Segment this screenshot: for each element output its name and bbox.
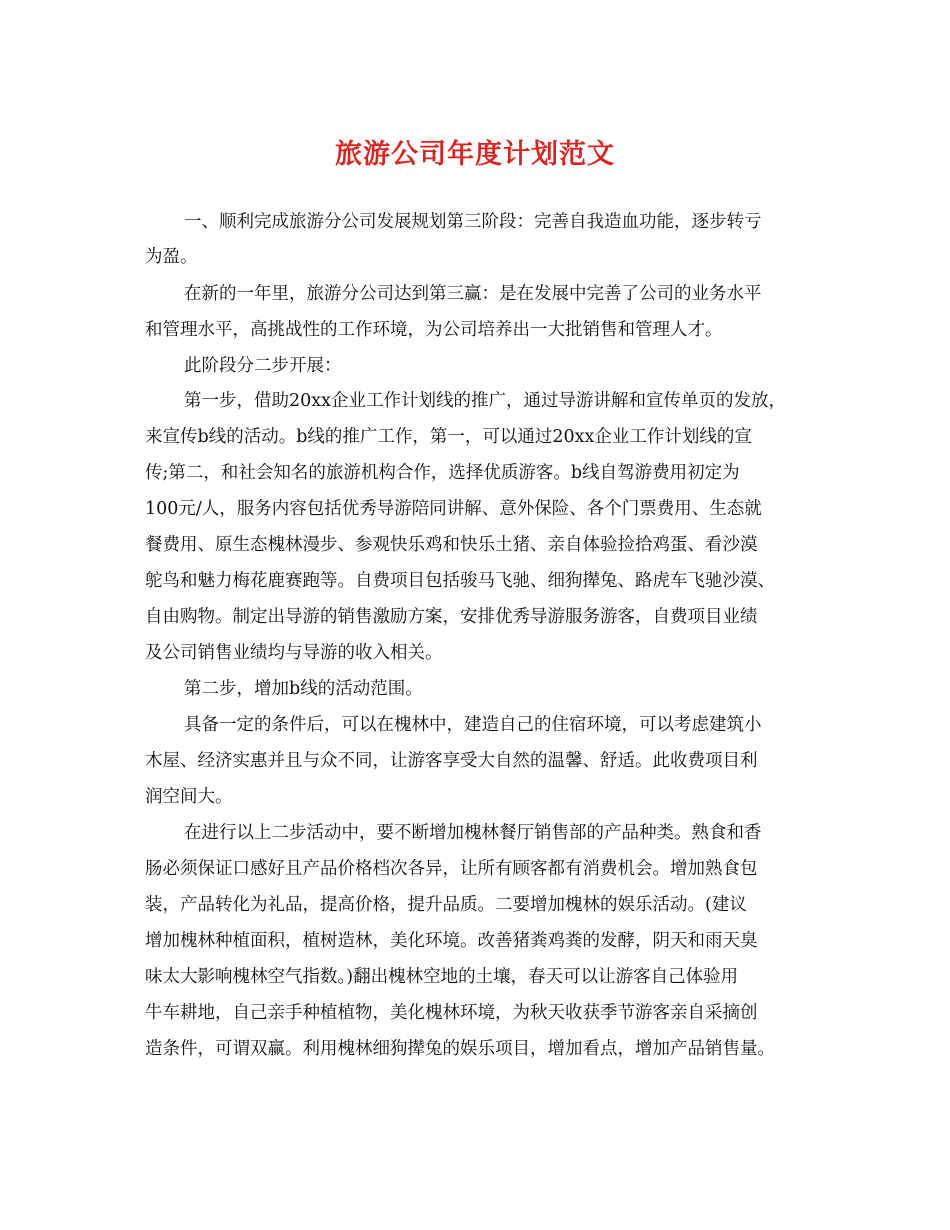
text-line: 味太大影响槐林空气指数。)翻出槐林空地的土壤，春天可以让游客自己体验用: [145, 967, 739, 987]
text-line: 牛车耕地，自己亲手种植植物，美化槐林环境，为秋天收获季节游客亲自采摘创: [145, 1003, 758, 1023]
text-line: 自由购物。制定出导游的销售激励方案，安排优秀导游服务游客，自费项目业绩: [145, 607, 758, 627]
text-line: 具备一定的条件后，可以在槐林中，建造自己的住宿环境，可以考虑建筑小: [184, 715, 762, 735]
text-line: 造条件，可谓双赢。利用槐林细狗撵兔的娱乐项目，增加看点，增加产品销售量。: [145, 1039, 775, 1059]
text-line: 木屋、经济实惠并且与众不同，让游客享受大自然的温馨、舒适。此收费项目利: [145, 751, 758, 771]
text-line: 餐费用、原生态槐林漫步、参观快乐鸡和快乐土猪、亲自体验捡拾鸡蛋、看沙漠: [145, 535, 758, 555]
text-line: 为盈。: [145, 247, 198, 267]
text-line: 在进行以上二步活动中，要不断增加槐林餐厅销售部的产品种类。熟食和香: [184, 823, 762, 843]
text-line: 及公司销售业绩均与导游的收入相关。: [145, 643, 443, 663]
text-line: 增加槐林种植面积，植树造林，美化环境。改善猪粪鸡粪的发酵，阴天和雨天臭: [145, 931, 758, 951]
text-line: 100元/人，服务内容包括优秀导游陪同讲解、意外保险、各个门票费用、生态就: [145, 499, 762, 519]
document-title: 旅游公司年度计划范文: [335, 139, 615, 170]
text-line: 在新的一年里，旅游分公司达到第三赢：是在发展中完善了公司的业务水平: [184, 284, 762, 304]
text-line: 传;第二，和社会知名的旅游机构合作，选择优质游客。b线自驾游费用初定为: [145, 463, 740, 483]
text-line: 第一步，借助20xx企业工作计划线的推广，通过导游讲解和宣传单页的发放，: [184, 391, 787, 411]
text-line: 鸵鸟和魅力梅花鹿赛跑等。自费项目包括骏马飞驰、细狗撵兔、路虎车飞驰沙漠、: [145, 571, 775, 591]
text-line: 一、顺利完成旅游分公司发展规划第三阶段：完善自我造血功能，逐步转亏: [184, 212, 762, 232]
text-line: 和管理水平，高挑战性的工作环境，为公司培养出一大批销售和管理人才。: [145, 320, 723, 340]
text-line: 来宣传b线的活动。b线的推广工作，第一，可以通过20xx企业工作计划线的宣: [145, 427, 752, 447]
text-line: 第二步，增加b线的活动范围。: [184, 679, 423, 699]
text-line: 装，产品转化为礼品，提高价格，提升品质。二要增加槐林的娱乐活动。(建议: [145, 895, 747, 915]
text-line: 肠必须保证口感好且产品价格档次各异，让所有顾客都有消费机会。增加熟食包: [145, 859, 758, 879]
text-line: 此阶段分二步开展：: [184, 356, 342, 376]
text-line: 润空间大。: [145, 787, 233, 807]
